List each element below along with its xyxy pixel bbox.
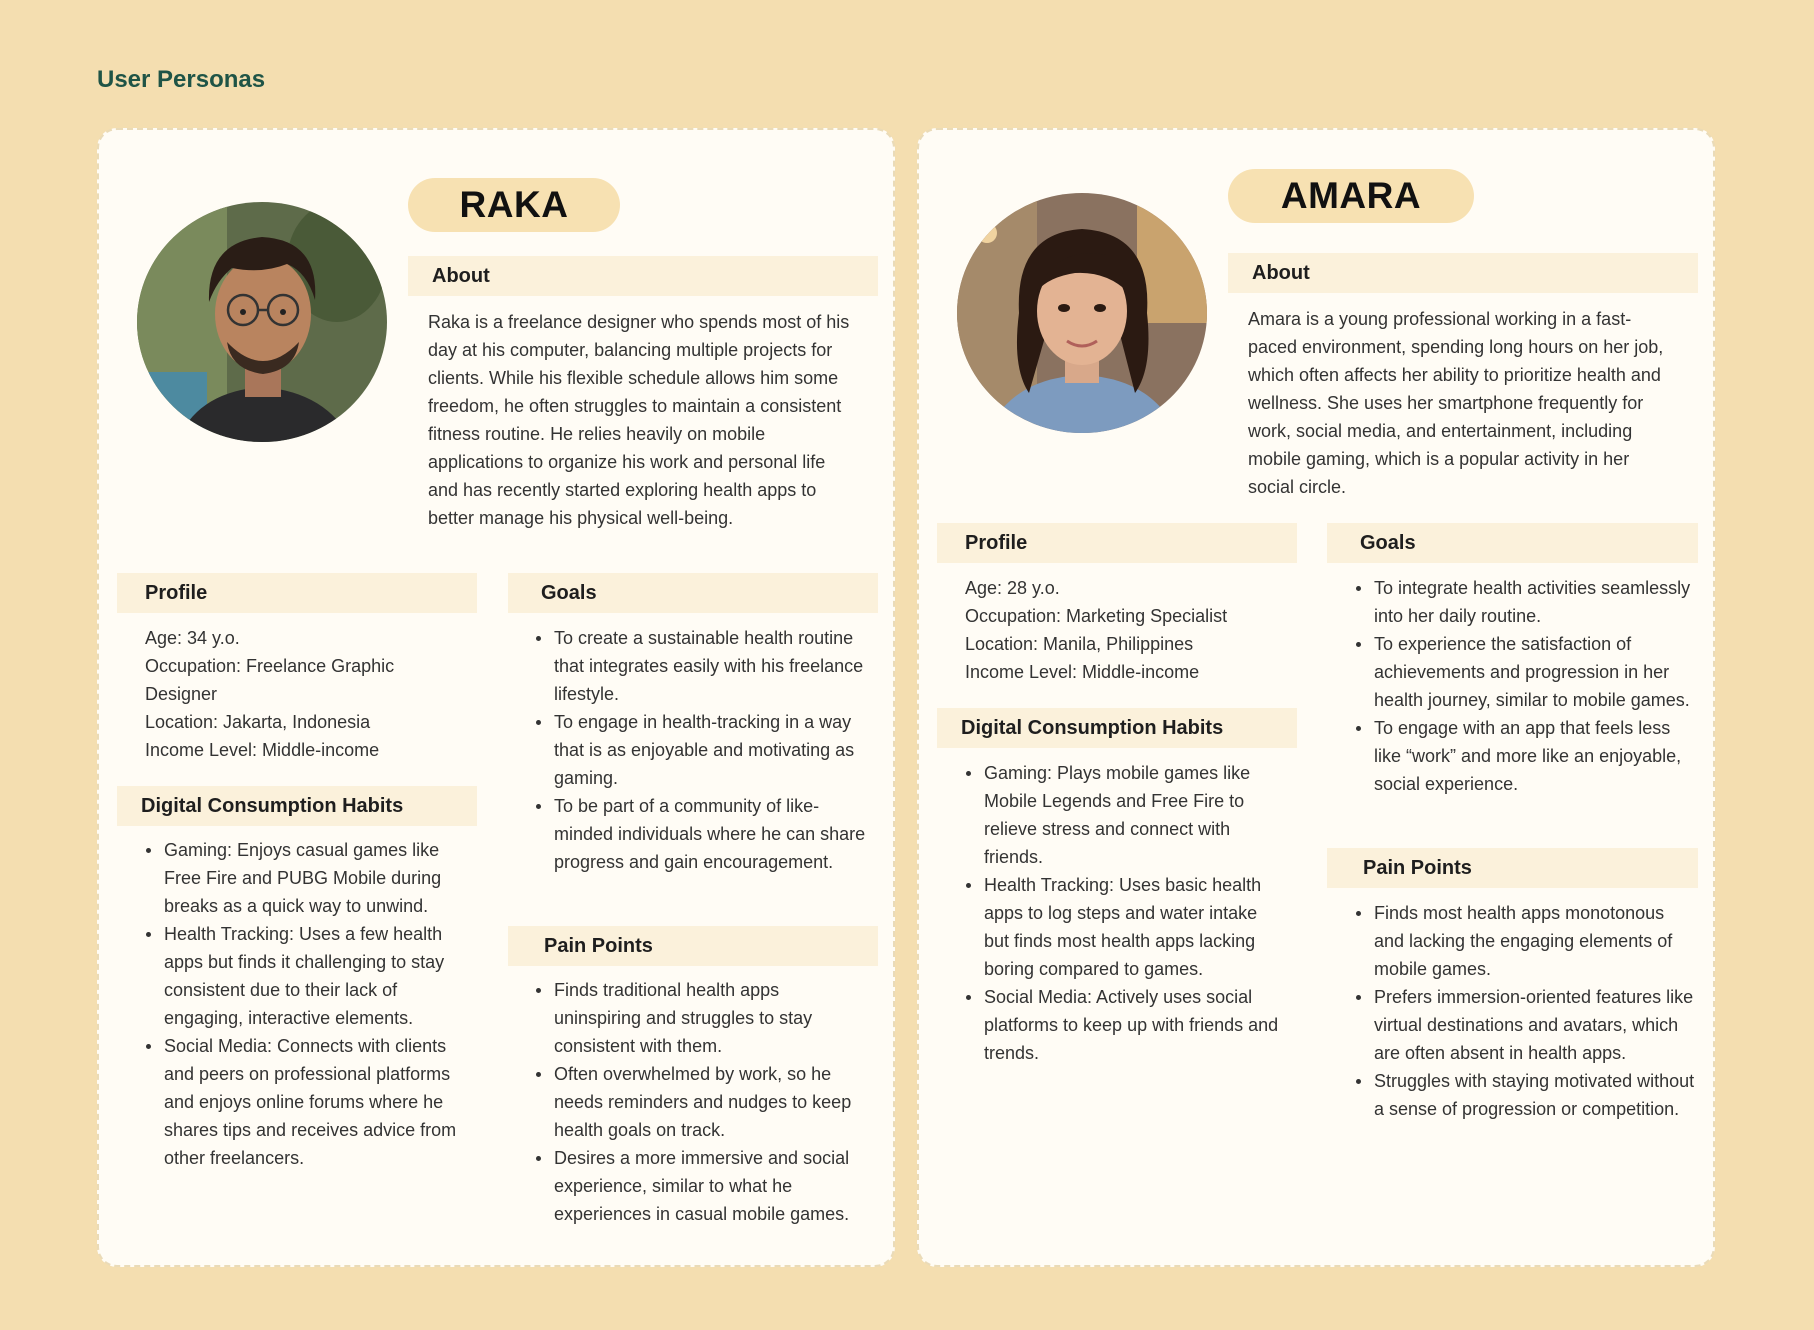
persona-name-raka: RAKA	[408, 178, 620, 232]
list-item: Often overwhelmed by work, so he needs reminders and nudges to keep health goals on track.	[535, 1060, 871, 1144]
persona-card-amara	[917, 128, 1715, 1267]
profile-header-amara: Profile	[937, 523, 1297, 563]
about-text-amara: Amara is a young professional working in a fast-paced environment, spending long hours on her job, which often affects her ability to prioritize health and wellness. She uses her smartphone frequently for work, social media, and entertainment, including mobile gaming, which is a popular activity in her social circle.	[1248, 309, 1664, 497]
pain-header-amara: Pain Points	[1327, 848, 1698, 888]
list-item: Struggles with staying motivated without a sense of progression or competition.	[1355, 1067, 1695, 1123]
about-header-amara: About	[1228, 253, 1698, 293]
profile-age: Age: 34 y.o.	[145, 628, 240, 648]
avatar-amara	[957, 193, 1207, 433]
avatar-raka	[137, 202, 387, 442]
list-item: Gaming: Plays mobile games like Mobile Legends and Free Fire to relieve stress and connect with friends.	[965, 759, 1285, 871]
habits-list-amara	[965, 759, 1285, 1067]
about-header-raka: About	[408, 256, 878, 296]
goals-list-amara	[1355, 574, 1695, 798]
list-item: Finds traditional health apps uninspiring and struggles to stay consistent with them.	[535, 976, 871, 1060]
woman-portrait-icon	[957, 193, 1207, 433]
profile-location: Location: Jakarta, Indonesia	[145, 712, 371, 732]
list-item: To integrate health activities seamlessly into her daily routine.	[1355, 574, 1695, 630]
persona-name-amara: AMARA	[1228, 169, 1474, 223]
list-item: Prefers immersion-oriented features like virtual destinations and avatars, which are often absent in health apps.	[1355, 983, 1695, 1067]
list-item: Health Tracking: Uses basic health apps to log steps and water intake but finds most health apps lacking boring compared to games.	[965, 871, 1285, 983]
list-item: Gaming: Enjoys casual games like Free Fire and PUBG Mobile during breaks as a quick way to unwind.	[145, 836, 465, 920]
habits-header-raka: Digital Consumption Habits	[117, 786, 477, 826]
page-title: User Personas	[97, 66, 266, 93]
profile-header-raka: Profile	[117, 573, 477, 613]
pain-header-raka: Pain Points	[508, 926, 878, 966]
list-item: To create a sustainable health routine that integrates easily with his freelance lifestyle.	[535, 624, 871, 708]
list-item: To engage with an app that feels less like “work” and more like an enjoyable, social experience.	[1355, 714, 1695, 798]
habits-header-amara: Digital Consumption Habits	[937, 708, 1297, 748]
list-item: To engage in health-tracking in a way that is as enjoyable and motivating as gaming.	[535, 708, 871, 792]
pain-list-amara	[1355, 899, 1695, 1123]
pain-list-raka	[535, 976, 871, 1228]
profile-income: Income Level: Middle-income	[965, 662, 1200, 682]
profile-occupation: Occupation: Freelance Graphic Designer	[145, 656, 395, 704]
profile-list-raka	[145, 624, 455, 764]
profile-occupation: Occupation: Marketing Specialist	[965, 606, 1228, 626]
habits-list-raka	[145, 836, 465, 1172]
persona-card-raka	[97, 128, 895, 1267]
list-item: Social Media: Connects with clients and peers on professional platforms and enjoys online forums where he shares tips and receives advice from other freelancers.	[145, 1032, 465, 1172]
profile-location: Location: Manila, Philippines	[965, 634, 1194, 654]
list-item: Health Tracking: Uses a few health apps but finds it challenging to stay consistent due to their lack of engaging, interactive elements.	[145, 920, 465, 1032]
list-item: Desires a more immersive and social experience, similar to what he experiences in casual mobile games.	[535, 1144, 871, 1228]
list-item: Social Media: Actively uses social platforms to keep up with friends and trends.	[965, 983, 1285, 1067]
list-item: Finds most health apps monotonous and lacking the engaging elements of mobile games.	[1355, 899, 1695, 983]
profile-income: Income Level: Middle-income	[145, 740, 380, 760]
about-text-raka: Raka is a freelance designer who spends most of his day at his computer, balancing multiple projects for clients. While his flexible schedule allows him some freedom, he often struggles to maintain a consistent fitness routine. He relies heavily on mobile applications to organize his work and personal life and has recently started exploring health apps to better manage his physical well-being.	[428, 312, 850, 528]
list-item: To experience the satisfaction of achievements and progression in her health journey, similar to mobile games.	[1355, 630, 1695, 714]
goals-list-raka	[535, 624, 871, 876]
goals-header-amara: Goals	[1327, 523, 1698, 563]
list-item: To be part of a community of like-minded individuals where he can share progress and gain encouragement.	[535, 792, 871, 876]
profile-list-amara	[965, 574, 1285, 686]
man-portrait-icon	[137, 202, 387, 442]
goals-header-raka: Goals	[508, 573, 878, 613]
profile-age: Age: 28 y.o.	[965, 578, 1060, 598]
